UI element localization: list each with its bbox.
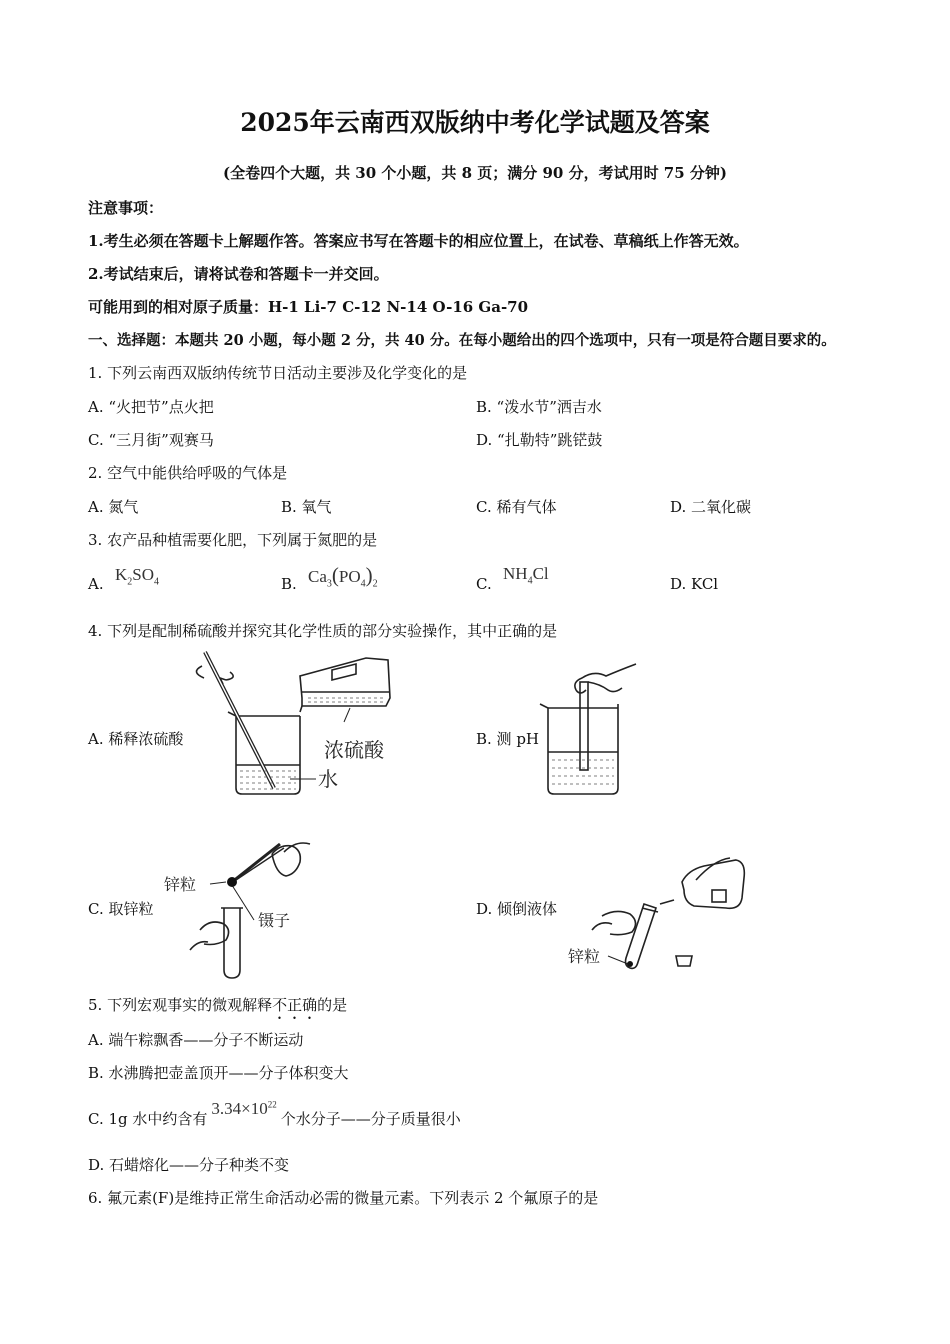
q3-option-d: D. KCl: [670, 575, 719, 593]
q4-option-b: B. 测 pH: [476, 730, 540, 748]
notes-item-1: 1.考生必须在答题卡上解题作答。答案应书写在答题卡的相应位置上，在试卷、草稿纸上作答无效。: [88, 232, 749, 250]
q2-option-a: A. 氮气: [88, 498, 139, 516]
notes-heading: 注意事项：: [88, 199, 164, 217]
q2-option-c: C. 稀有气体: [476, 498, 557, 516]
ph-test-illustration: [536, 660, 648, 800]
q3-stem: 3. 农产品种植需要化肥，下列属于氮肥的是: [88, 531, 378, 549]
q3-formula-nh4cl: $NH_4Cl$: [503, 564, 549, 587]
label-zinc-granule-d: 锌粒: [568, 947, 601, 966]
pour-liquid-illustration: [564, 852, 754, 977]
label-conc-sulfuric-acid: 浓硫酸: [324, 738, 384, 762]
atomic-masses: 可能用到的相对原子质量：H-1 Li-7 C-12 N-14 O-16 Ga-70: [88, 298, 529, 316]
q3-option-b-label: B.: [281, 575, 297, 593]
q5-stem-emphasis: 不正确: [272, 996, 318, 1014]
q5-stem: [88, 994, 347, 1023]
q3-formula-k2so4: $K_2SO_4$: [115, 565, 160, 588]
exam-subtitle: (全卷四个大题，共 30 个小题，共 8 页；满分 90 分，考试用时 75 分钟): [222, 164, 728, 182]
take-zinc-illustration: [160, 834, 325, 979]
q2-option-d: D. 二氧化碳: [670, 498, 752, 516]
notes-item-2: 2.考试结束后，请将试卷和答题卡一并交回。: [88, 265, 389, 283]
q3-formula-ca3po42: $Ca_3(PO_4)_2$: [308, 563, 378, 590]
q5-stem-post: 的是: [317, 996, 348, 1014]
q5-option-c: [88, 1099, 461, 1129]
label-zinc-granule-c: 锌粒: [164, 875, 197, 894]
label-water: 水: [318, 767, 338, 791]
dilute-acid-illustration: [190, 648, 405, 800]
section-1-heading: 一、选择题：本题共 20 小题，每小题 2 分，共 40 分。在每小题给出的四个选项中，只有一项是符合题目要求的。: [88, 332, 836, 349]
page-title: 2025年云南西双版纳中考化学试题及答案: [240, 108, 710, 137]
q4-option-c: C. 取锌粒: [88, 900, 154, 918]
q4-option-d: D. 倾倒液体: [476, 900, 558, 918]
q5-option-b: B. 水沸腾把壶盖顶开——分子体积变大: [88, 1064, 349, 1082]
q3-option-c-label: C.: [476, 575, 492, 593]
q1-option-a: A. “火把节”点火把: [88, 398, 214, 416]
q5-option-a: A. 端午粽飘香——分子不断运动: [88, 1031, 304, 1049]
q4-stem: 4. 下列是配制稀硫酸并探究其化学性质的部分实验操作，其中正确的是: [88, 622, 558, 640]
q4-option-a: A. 稀释浓硫酸: [88, 730, 184, 748]
q1-option-d: D. “扎勒特”跳铓鼓: [476, 431, 603, 449]
q5-stem-pre: 5. 下列宏观事实的微观解释: [88, 996, 273, 1014]
q5-option-c-number: $3.34\times 10^{22}$: [211, 1099, 277, 1118]
q3-option-a-label: A.: [88, 575, 104, 593]
q5-option-c-post: 个水分子——分子质量很小: [280, 1110, 461, 1128]
q1-option-c: C. “三月街”观赛马: [88, 431, 214, 449]
q2-option-b: B. 氧气: [281, 498, 332, 516]
q2-stem: 2. 空气中能供给呼吸的气体是: [88, 464, 288, 482]
q5-option-c-pre: C. 1g 水中约含有: [88, 1110, 208, 1128]
q6-stem: 6. 氟元素(F)是维持正常生命活动必需的微量元素。下列表示 2 个氟原子的是: [88, 1189, 599, 1207]
q1-stem: 1. 下列云南西双版纳传统节日活动主要涉及化学变化的是: [88, 364, 468, 382]
q1-option-b: B. “泼水节”洒吉水: [476, 398, 602, 416]
label-tweezers: 镊子: [258, 911, 291, 930]
q5-option-d: D. 石蜡熔化——分子种类不变: [88, 1156, 290, 1174]
